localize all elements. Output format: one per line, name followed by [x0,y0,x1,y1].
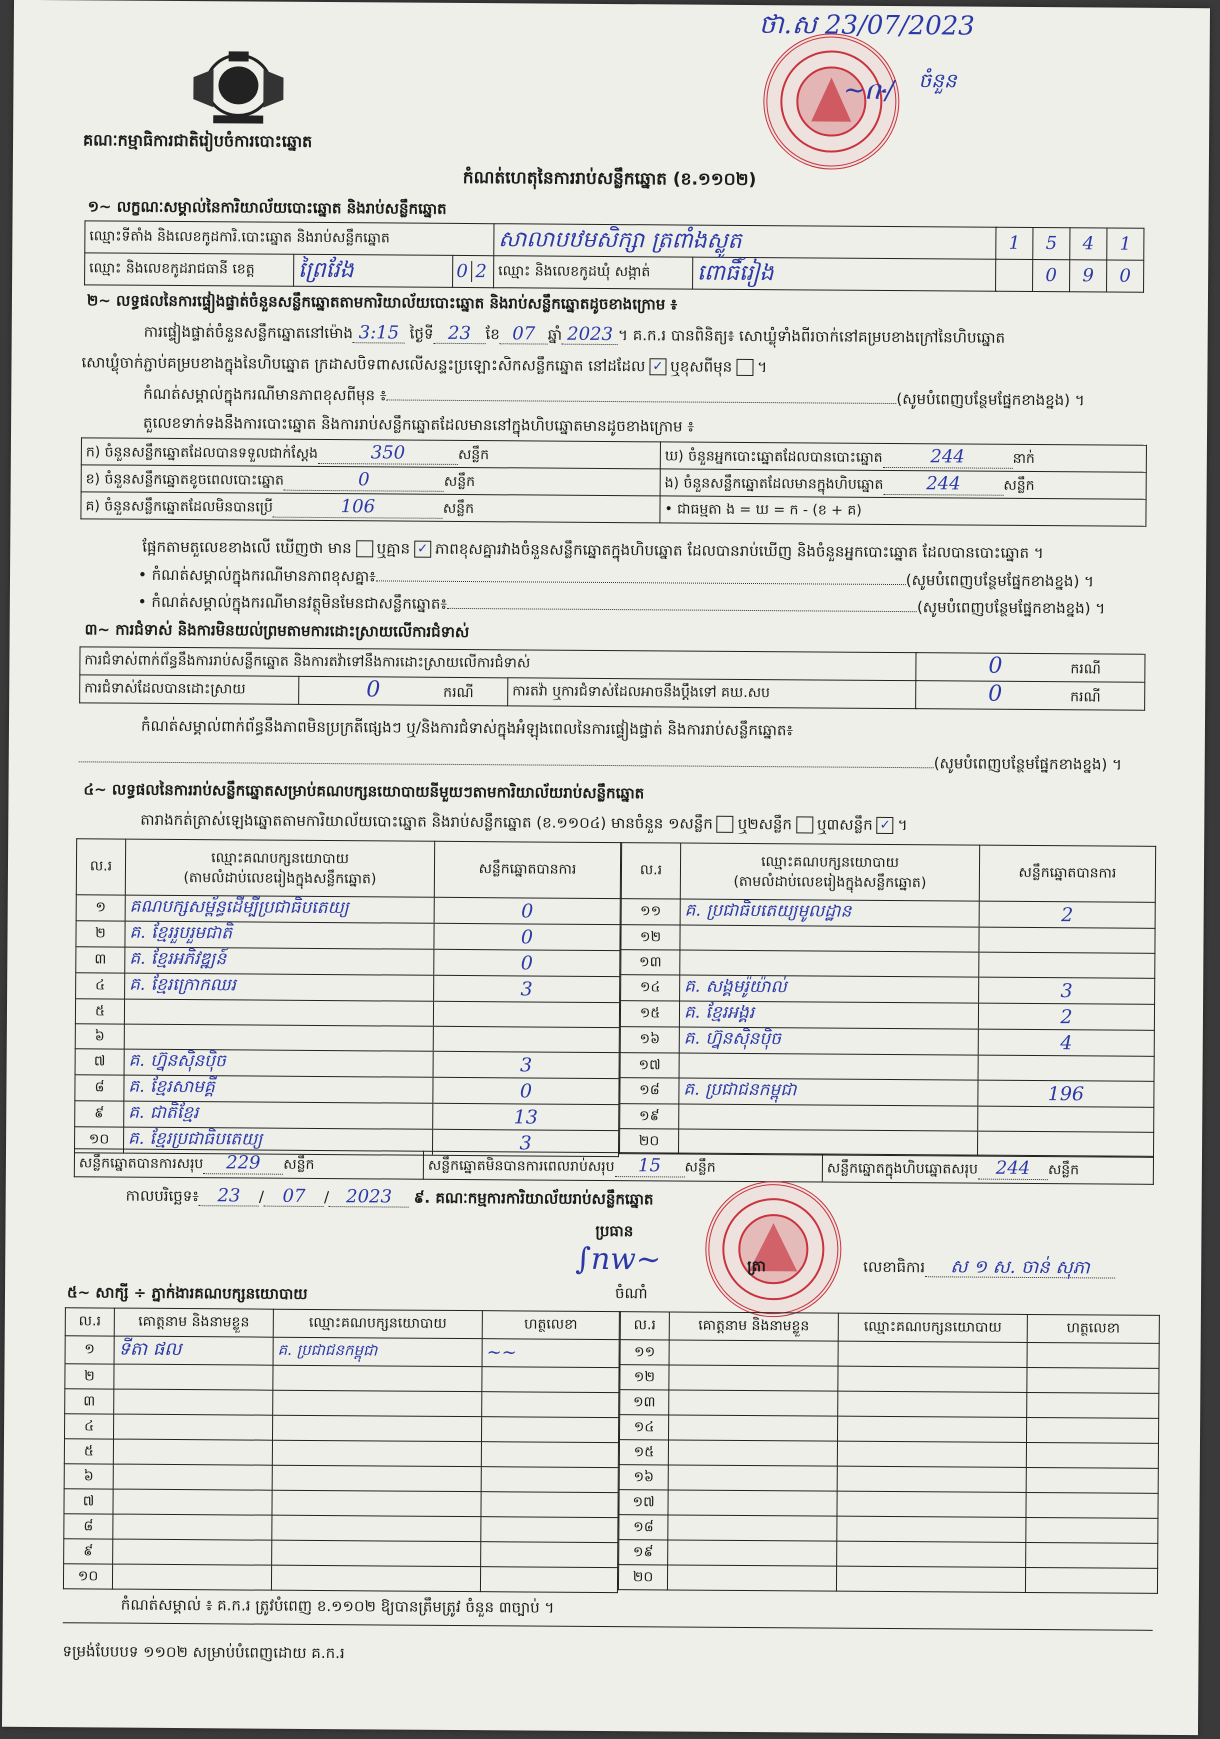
date-year: 2023 [329,1188,409,1208]
row-number: ១៩ [620,1104,679,1129]
irregularity-note: កំណត់សម្គាល់ពាក់ព័ន្ធនឹងភាពមិនប្រក្រតីផ្សេងៗ ឬ/និងការជំទាស់ក្នុងអំឡុងពេលនៃការផ្ទៀងផ្ទាត់ និងការរាប់សន្លឹកឆ្នោត៖ [140,716,794,740]
verify-month: 07 [500,325,548,344]
witness-signature [1025,1567,1157,1593]
commune-code-2: 9 [1070,260,1107,292]
witness-party [273,1390,482,1416]
top-signature: ~ቡ∕ [843,75,895,106]
nec-emblem [183,47,294,128]
party-votes: 196 [978,1080,1154,1107]
voters-label: ឃ) ចំនួនអ្នកបោះឆ្នោតដែលបានបោះឆ្នោត [664,447,883,466]
province-code-1: 0 [453,261,472,282]
party-votes: 3 [432,1129,618,1156]
party-name: គ. ប្រជាជនកម្ពុជា [679,1078,978,1106]
witness-party [837,1491,1026,1517]
total-invalid-value: 15 [614,1155,684,1177]
witness-row [620,1340,1159,1369]
row-number: ១៧ [620,1053,679,1078]
witness-signature [1027,1367,1159,1393]
appeal-value: 0 [988,681,1003,707]
party-name: គ. ខ្មែររួបរួមជាតិ [125,921,434,949]
witness-row [619,1465,1158,1494]
witness-number: ១០ [63,1564,112,1589]
witness-row [64,1464,618,1493]
party-votes [433,1026,619,1052]
witness-name [668,1540,837,1566]
no-discrepancy-checkbox[interactable]: ✓ [414,541,431,558]
party-name: គណបក្សសម្ព័ន្ធដើម្បីប្រជាធិបតេយ្យ [125,895,434,923]
witness-name [669,1415,838,1441]
witness-party [273,1365,482,1391]
unused-ballots-label: គ) ចំនួនសន្លឹកឆ្នោតដែលមិនបានប្រើ [85,497,273,516]
row-number: ៧ [75,1049,124,1075]
result-row [75,1075,619,1105]
result-row [76,947,620,977]
witness-number: ១២ [620,1365,669,1390]
location-code-3: 4 [1070,228,1107,260]
witness-name [669,1390,838,1416]
witness-row [619,1540,1158,1569]
witness-party [837,1441,1026,1467]
unchanged-checkbox[interactable]: ✓ [649,358,666,375]
witness-number: ៨ [64,1514,113,1539]
witness-row [65,1389,619,1418]
witness-name [668,1515,837,1541]
witness-signature [1026,1492,1158,1518]
witness-signature [482,1392,619,1418]
result-row [620,1078,1154,1108]
witness-table-right: ល.រ គោត្តនាម និងនាមខ្លួន ឈ្មោះគណបក្សនយោបាយ ហត្ថលេខា ១១ ១២ ១៣ ១៤ ១៥ ១៦ ១៧ ១៨ ១៩ ២០ [618,1311,1160,1594]
row-number: ៩ [75,1101,124,1127]
footer-note: កំណត់សម្គាល់ ៖ គ.ក.រ ត្រូវបំពេញ ខ.១១០២ ឱ្យបានត្រឹមត្រូវ ចំនួន ៣ច្បាប់ ។ [120,1595,555,1617]
witness-name: ទីតា ផល [114,1336,273,1365]
result-row [75,999,619,1028]
witness-name [668,1490,837,1516]
witness-number: ១១ [620,1340,669,1365]
witness-party [272,1440,481,1466]
section1-heading: ១~ លក្ខណៈសម្គាល់នៃការិយាល័យបោះឆ្នោត និងរាប់សន្លឹកឆ្នោត [87,197,447,218]
party-name: គ. ហ្វ៊ុនស៊ិនប៉ិច [124,1049,433,1077]
ballots-in-box-value: 244 [883,472,1003,495]
witness-name [667,1565,836,1591]
party-votes [977,1131,1153,1157]
witness-row [64,1489,618,1518]
witness-number: ១៥ [619,1440,668,1465]
has-discrepancy-checkbox[interactable] [356,540,373,557]
row-number: ១០ [74,1127,123,1153]
row-number: ១៤ [621,975,680,1001]
one-sheet-checkbox[interactable] [717,816,734,833]
witness-row [619,1515,1158,1544]
witness-party [838,1391,1027,1417]
witness-row [63,1564,617,1593]
formula: • ជាធម្មតា ង = ឃ = ក - (ខ + គ) [660,496,1146,526]
witness-name [668,1440,837,1466]
witness-signature [481,1417,618,1443]
foreign-object-note: • កំណត់សម្គាល់ក្នុងករណីមានវត្ថុមិនមែនជាសន្លឹកឆ្នោត៖ (សូមបំពេញបន្ថែមផ្នែកខាងខ្នង) ។ [137,592,1106,618]
witness-signature [481,1517,618,1543]
discrepancy-line: ផ្អែកតាមតួលេខខាងលើ ឃើញថា មាន ឬគ្មាន ✓ ភាពខុសគ្នារវាងចំនួនសន្លឹកឆ្នោតក្នុងហិបឆ្នោត ដែលបានរាប់ឃើញ និងចំនួនអ្នកបោះឆ្នោត ដែលបានបោះឆ្នោត ។ [142,537,1044,563]
witness-party [272,1540,481,1566]
witness-name [113,1414,272,1440]
form-reference: ទម្រង់បែបបទ ១១០២ សម្រាប់បំពេញដោយ គ.ក.រ [62,1642,345,1663]
results-table-right: ល.រ ឈ្មោះគណបក្សនយោបាយ (តាមលំដាប់លេខរៀងក្នុងសន្លឹកឆ្នោត) សន្លឹកឆ្នោតបានការ ១១ គ. ប្រជាធិបតេយ្យមូលដ្ឋាន 2 ១២ ១៣ ១៤ គ. សង្គមរ៉ូយ៉ាល់ 3 ១៥ គ. ខ្មែរអង្គរ 2 ១៦ គ. ហ្វ៊ុនស៊ិនប៉ិច 4 ១៧ ១៨ គ. ប្រជាជនកម្ពុជា 196 ១៩ ២០ [619,842,1156,1158]
result-row [76,973,620,1003]
witness-name [669,1340,838,1366]
witness-row [64,1514,618,1543]
witness-signature [482,1367,619,1393]
row-number: ៥ [75,999,124,1024]
witness-number: ៧ [64,1489,113,1514]
location-value: សាលាបឋមសិក្សា ត្រពាំងស្លូត [494,224,996,260]
party-votes: 3 [433,1051,619,1078]
discrepancy-note: • កំណត់សម្គាល់ក្នុងករណីមានភាពខុសគ្នា៖ (សូមបំពេញបន្ថែមផ្នែកខាងខ្នង) ។ [137,565,1095,591]
ballot-figures-table: ក) ចំនួនសន្លឹកឆ្នោតដែលបានទទួលជាក់ស្តែង 350 សន្លឹក ឃ) ចំនួនអ្នកបោះឆ្នោតដែលបានបោះឆ្នោត 244 នាក់ ខ) ចំនួនសន្លឹកឆ្នោតខូចពេលបោះឆ្នោត 0 សន្លឹក ង) ចំនួនសន្លឹកឆ្នោតដែលមានក្នុងហិបឆ្នោត 244 សន្លឹក គ) ចំនួនសន្លឹកឆ្នោតដែលមិនបានប្រើ 106 សន្លឹក • ជាធម្មតា ង = ឃ = ក - (ខ + គ) [80,437,1147,526]
top-date-handwritten: ថា.ស 23/07/2023 [758,10,975,42]
result-row [620,1001,1154,1031]
party-votes: 2 [979,901,1155,928]
witness-name [112,1564,271,1590]
result-row [620,1053,1154,1082]
witness-signature [1026,1442,1158,1468]
row-number: ៦ [75,1024,124,1049]
party-votes: 13 [433,1103,619,1130]
form-sheet [2,0,1210,1735]
location-code-4: 1 [1107,228,1144,260]
witness-number: ៤ [64,1414,113,1439]
party-votes: 3 [979,977,1155,1004]
appeal-label: ការតវ៉ា ឬការជំទាស់ដែលអាចនឹងប្តឹងទៅ គឃ.សប [508,678,916,709]
spoiled-ballots-label: ខ) ចំនួនសន្លឹកឆ្នោតខូចពេលបោះឆ្នោត [85,470,285,489]
result-row [75,1024,619,1053]
chair-note: ចំណាំ [614,1284,648,1303]
total-box-label: សន្លឹកឆ្នោតក្នុងហិបឆ្នោតសរុប [826,1160,979,1178]
section1-table [84,220,1144,292]
witness-name [113,1439,272,1465]
party-votes: 2 [978,1003,1154,1030]
witness-signature [481,1542,618,1568]
result-row [620,1104,1154,1133]
row-number: ១១ [621,899,680,925]
witness-number: ២ [65,1364,114,1389]
row-number: ១៨ [620,1078,679,1104]
witness-signature [1026,1517,1158,1543]
party-name: គ. ខ្មែរសាមគ្គី [124,1075,433,1103]
row-number: ២០ [620,1129,679,1154]
irregularity-note-line: (សូមបំពេញបន្ថែមផ្នែកខាងខ្នង) ។ [79,748,1122,773]
witness-party [272,1490,481,1516]
total-valid-value: 229 [203,1152,283,1175]
verify-year: 2023 [562,326,618,345]
result-row [76,921,620,951]
witness-signature [480,1567,617,1593]
row-number: ១២ [621,925,680,950]
form-title: កំណត់ហេតុនៃការរាប់សន្លឹកឆ្នោត (ខ.១១០២) [462,167,757,191]
tally-sheet-count-line: តារាងកត់ត្រាស់ឡេងឆ្នោតតាមការិយាល័យបោះឆ្នោត និងរាប់សន្លឹកឆ្នោត (ខ.១១០៤) មានចំនួន ១សន្លឹក ឬ២សន្លឹក ឬ៣សន្លឹក ✓ ។ [140,810,908,835]
witness-number: ៦ [64,1464,113,1489]
witness-party [837,1466,1026,1492]
verification-line-2: សោឃ្លុំចាក់ភ្ជាប់គម្របខាងក្នុងនៃហិបឆ្នោត ក្រដាសបិទពាសលើសន្ទះប្រឡោះសិកសន្លឹកឆ្នោត នៅដដែល ✓ ឬខុសពីមុន ។ [81,353,768,377]
witness-party [836,1566,1025,1592]
party-name: គ. ប្រជាធិបតេយ្យមូលដ្ឋាន [680,899,979,927]
section5-heading: ៥~ សាក្សី ÷ ភ្នាក់ងារគណបក្សនយោបាយ [66,1283,308,1303]
party-votes [978,1055,1154,1081]
witness-party [271,1565,480,1591]
party-votes [978,1106,1154,1132]
party-votes: 4 [978,1029,1154,1056]
witness-number: ១៦ [619,1465,668,1490]
witness-row [64,1439,618,1468]
figures-intro: តួលេខទាក់ទងនឹងការបោះឆ្នោត និងការរាប់សន្លឹកឆ្នោតដែលមាននៅក្នុងហិបឆ្នោតមានដូចខាងក្រោម ៖ [143,413,695,436]
party-name [124,999,433,1026]
date-day: 23 [199,1187,259,1206]
witness-party [838,1366,1027,1392]
witness-signature [481,1467,618,1493]
party-name: គ. ខ្មែរក្រោកឈរ [125,973,434,1001]
witness-row [64,1539,618,1568]
date-line: កាលបរិច្ឆេទ៖ 23 / 07 / 2023 ៩. គណៈកម្មការការិយាល័យរាប់សន្លឹកឆ្នោត [125,1185,654,1209]
party-name: គ. សង្គមរ៉ូយ៉ាល់ [680,975,979,1003]
result-row [621,975,1155,1005]
secretary-name: ស ១ ស. ចាន់ សុភា [925,1258,1115,1278]
location-code-1: 1 [996,227,1033,259]
two-sheet-checkbox[interactable] [796,816,813,833]
witness-signature [1027,1342,1159,1368]
witness-party [272,1465,481,1491]
row-number: ១៥ [620,1001,679,1027]
witness-row [619,1490,1158,1519]
top-handwritten-note: ចំនួន [918,68,957,93]
province-label: ឈ្មោះ និងលេខកូដរាជធានី ខេត្ត [85,253,294,286]
witness-number: ១៨ [619,1515,668,1540]
secretary-line: លេខាធិការ ស ១ ស. ចាន់ សុភា [863,1258,1115,1279]
result-row [76,895,620,925]
witness-signature [481,1442,618,1468]
province-value: ព្រៃវែង [294,254,453,287]
witness-signature [1026,1542,1158,1568]
result-row [621,925,1155,954]
chair-signature: ∫nw~ [575,1241,662,1278]
party-name [679,1053,978,1080]
changed-checkbox[interactable] [736,359,753,376]
witness-row [620,1415,1159,1444]
received-ballots-value: 350 [318,441,458,464]
witness-party: គ. ប្រជាជនកម្ពុជា [273,1337,482,1366]
witness-number: ២០ [618,1565,667,1590]
location-label: ឈ្មោះទីតាំង និងលេខកូដការិ.បោះឆ្នោត និងរាប់សន្លឹកឆ្នោត [85,221,494,256]
committee-stamp [705,1181,842,1318]
witness-number: ៩ [64,1539,113,1564]
witness-row [618,1565,1157,1594]
witness-name [113,1514,272,1540]
province-code-2: 2 [475,261,487,283]
witness-party [838,1416,1027,1442]
result-row [621,950,1155,979]
results-table-left: ល.រ ឈ្មោះគណបក្សនយោបាយ (តាមលំដាប់លេខរៀងក្នុងសន្លឹកឆ្នោត) សន្លឹកឆ្នោតបានការ ១ គណបក្សសម្ព័ន្ធដើម្បីប្រជាធិបតេយ្យ 0 ២ គ. ខ្មែររួបរួមជាតិ 0 ៣ គ. ខ្មែរអភិវឌ្ឍន៍ 0 ៤ គ. ខ្មែរក្រោកឈរ 3 ៥ ៦ ៧ គ. ហ្វ៊ុនស៊ិនប៉ិច 3 ៨ គ. ខ្មែរសាមគ្គី 0 ៩ គ. ជាតិខ្មែរ 13 ១០ គ. ខ្មែរប្រជាធិបតេយ្យ 3 [74,838,621,1157]
result-row [75,1101,619,1131]
party-votes: 0 [434,897,620,924]
section3-heading: ៣~ ការជំទាស់ និងការមិនយល់ព្រមតាមការដោះស្រាយលើការជំទាស់ [84,620,470,642]
witness-table-left: ល.រ គោត្តនាម និងនាមខ្លួន ឈ្មោះគណបក្សនយោបាយ ហត្ថលេខា ១ ទីតា ផល គ. ប្រជាជនកម្ពុជា ~~ ២ ៣ ៤ ៥ ៦ ៧ ៨ ៩ ១០ [63,1307,620,1593]
witness-number: ១៤ [620,1415,669,1440]
ballots-in-box-label: ង) ចំនួនសន្លឹកឆ្នោតដែលមានក្នុងហិបឆ្នោត [664,474,884,493]
col-votes-header: សន្លឹកឆ្នោតបានការ [434,841,620,898]
complaints-value: 0 [988,653,1003,679]
commune-value: ពោធិ៍រៀង [693,257,996,291]
witness-signature: ~~ [482,1339,619,1368]
witness-signature [1026,1467,1158,1493]
verify-day: 23 [433,325,485,344]
complaints-table: ការជំទាស់ពាក់ព័ន្ធនឹងការរាប់សន្លឹកឆ្នោត និងការតវ៉ាទៅនឹងការដោះស្រាយលើការជំទាស់ 0 ករណី ការជំទាស់ដែលបានដោះស្រាយ 0 ករណី ការតវ៉ា ឬការជំទាស់ដែលអាចនឹងប្តឹងទៅ គឃ.សប 0 ករណី [79,646,1145,710]
unused-ballots-value: 106 [273,495,443,518]
witness-row [64,1414,618,1443]
witness-number: ១៣ [620,1390,669,1415]
complaints-label: ការជំទាស់ពាក់ព័ន្ធនឹងការរាប់សន្លឹកឆ្នោត និងការតវ៉ាទៅនឹងការដោះស្រាយលើការជំទាស់ [80,647,916,681]
row-number: ៤ [76,973,125,999]
result-row [621,899,1155,929]
witness-name [114,1389,273,1415]
total-box-value: 244 [978,1158,1048,1180]
verification-line-1: ការផ្ទៀងផ្ទាត់ចំនួនសន្លឹកឆ្នោតនៅម៉ោង 3:15 ថ្ងៃទី 23 ខែ 07 ឆ្នាំ 2023 ។ គ.ក.រ បានពិនិត្យ៖ សោឃ្លុំទាំងពីរចាក់នៅគម្របខាងក្រៅនៃហិបឆ្នោត [143,322,1006,347]
committee-name: គណៈកម្មាធិការជាតិរៀបចំការបោះឆ្នោត [83,130,313,151]
witness-name [113,1464,272,1490]
witness-signature [1027,1392,1159,1418]
col-party-header: ឈ្មោះគណបក្សនយោបាយ [211,849,350,867]
location-code-2: 5 [1033,227,1070,259]
commune-label: ឈ្មោះ និងលេខកូដឃុំ សង្កាត់ [494,256,693,289]
received-ballots-label: ក) ចំនួនសន្លឹកឆ្នោតដែលបានទទួលជាក់ស្តែង [85,443,319,462]
witness-row [65,1364,619,1393]
party-votes: 0 [433,1077,619,1104]
party-name: គ. ហ្វ៊ុនស៊ិនប៉ិច [679,1027,978,1055]
witness-number: ១៩ [619,1540,668,1565]
voters-value: 244 [883,445,1013,468]
party-name [679,1104,978,1131]
witness-signature [481,1492,618,1518]
spoiled-ballots-value: 0 [284,468,444,491]
three-sheet-checkbox[interactable]: ✓ [877,817,894,834]
resolved-value: 0 [366,677,381,703]
witness-party [838,1341,1027,1367]
result-row [75,1049,619,1079]
row-number: ១ [76,895,125,921]
witness-number: ១ [65,1336,114,1364]
party-votes: 0 [434,949,620,976]
commune-code-3: 0 [1107,260,1144,292]
resolved-label: ការជំទាស់ដែលបានដោះស្រាយ [80,675,299,705]
chair-label: ប្រធាន [595,1221,634,1241]
party-votes [979,927,1155,953]
row-number: ៨ [75,1075,124,1101]
party-votes: 0 [434,923,620,950]
party-name: គ. ខ្មែរអង្គរ [679,1001,978,1029]
total-valid-label: សន្លឹកឆ្នោតបានការសរុប [78,1155,204,1173]
row-number: ២ [76,921,125,947]
commune-code-1: 0 [1033,259,1070,291]
witness-party [837,1516,1026,1542]
party-name: គ. ខ្មែរប្រជាធិបតេយ្យ [123,1127,432,1155]
party-name [124,1024,433,1051]
row-number: ១៦ [620,1027,679,1053]
witness-row [65,1336,619,1368]
witness-row [620,1365,1159,1394]
party-name [680,925,979,952]
result-row [620,1027,1154,1057]
witness-party [837,1541,1026,1567]
results-totals: សន្លឹកឆ្នោតបានការសរុប 229 សន្លឹក សន្លឹកឆ្នោតមិនបានការពេលរាប់សរុប 15 សន្លឹក សន្លឹកឆ្នោតក្នុងហិបឆ្នោតសរុប 244 សន្លឹក [74,1148,1154,1185]
party-votes: 3 [434,975,620,1002]
row-number: ១៣ [621,950,680,975]
verify-time: 3:15 [353,324,405,343]
witness-number: ៣ [65,1389,114,1414]
row-number: ៣ [76,947,125,973]
witness-name [113,1489,272,1515]
committee-signoff-label: ៩. គណៈកម្មការការិយាល័យរាប់សន្លឹកឆ្នោត [413,1188,654,1209]
difference-note-line: កំណត់សម្គាល់ក្នុងករណីមានភាពខុសពីមុន ៖ (សូមបំពេញបន្ថែមផ្នែកខាងខ្នង) ។ [143,384,1085,410]
witness-number: ៥ [64,1439,113,1464]
witness-party [272,1415,481,1441]
witness-party [272,1515,481,1541]
party-name: គ. ខ្មែរអភិវឌ្ឍន៍ [125,947,434,975]
party-votes [979,952,1155,978]
stamp-label: ត្រា [747,1256,767,1276]
witness-signature [1026,1417,1158,1443]
col-no-header: ល.រ [76,839,125,895]
total-invalid-label: សន្លឹកឆ្នោតមិនបានការពេលរាប់សរុប [427,1157,615,1176]
witness-name [114,1364,273,1390]
witness-name [113,1539,272,1565]
party-name: គ. ជាតិខ្មែរ [124,1101,433,1129]
witness-row [619,1440,1158,1469]
witness-name [669,1365,838,1391]
witness-name [668,1465,837,1491]
date-month: 07 [264,1188,324,1207]
section2-heading: ២~ លទ្ធផលនៃការផ្ទៀងផ្ទាត់ចំនួនសន្លឹកឆ្នោតតាមការិយាល័យបោះឆ្នោត និងរាប់សន្លឹកឆ្នោតដូចខាងក្រោម ៖ [86,291,678,314]
party-name [680,950,979,977]
witness-row [620,1390,1159,1419]
section4-heading: ៤~ លទ្ធផលនៃការរាប់សន្លឹកឆ្នោតសម្រាប់គណបក្សនយោបាយនីមួយៗតាមការិយាល័យរាប់សន្លឹកឆ្នោត [83,780,645,803]
party-votes [433,1001,619,1027]
witness-number: ១៧ [619,1490,668,1515]
